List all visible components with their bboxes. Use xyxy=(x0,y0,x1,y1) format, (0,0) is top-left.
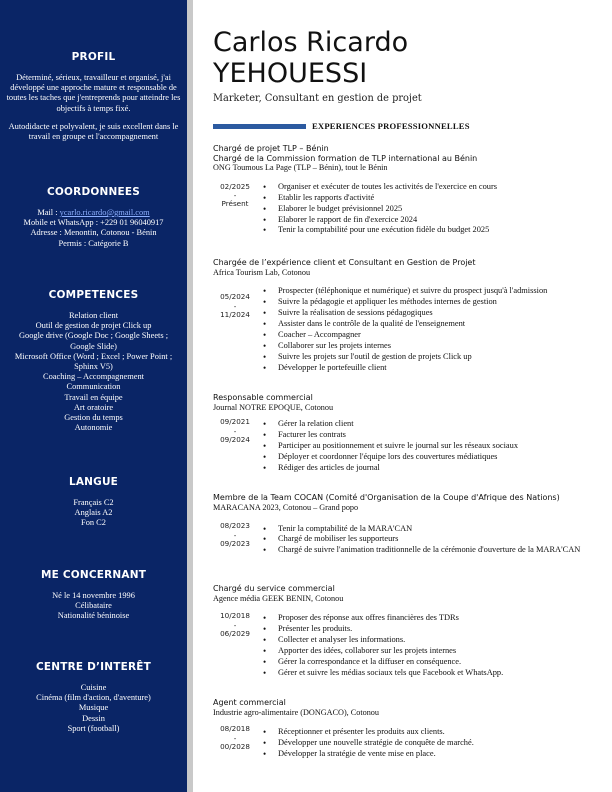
task-item: • Organiser et exécuter de toutes les activités de l'exercice en cours xyxy=(261,182,598,193)
task-item: • Collaborer sur les projets internes xyxy=(261,341,598,352)
sidebar xyxy=(0,0,193,792)
date-separator: - xyxy=(233,620,237,630)
address: Adresse : Menontin, Cotonou - Bénin xyxy=(30,228,157,238)
task-list xyxy=(261,182,598,237)
date-end: 11/2024 xyxy=(220,309,250,319)
date-start: 08/2023 xyxy=(220,521,250,531)
date-end: 09/2023 xyxy=(220,538,250,548)
job-title: Chargé du service commercial xyxy=(213,584,335,593)
task-item: • Rédiger des articles de journal xyxy=(261,463,598,474)
email-line xyxy=(6,208,181,218)
language-item: Français C2 xyxy=(73,498,114,507)
job-organization: MARACANA 2023, Cotonou – Grand popo xyxy=(213,502,359,512)
task-item: • Suivre les projets sur l'outil de gestion de projets Click up xyxy=(261,352,598,363)
last-name: YEHOUESSI xyxy=(213,58,368,89)
skill-item: Autonomie xyxy=(74,423,113,433)
job-title: Chargé de la Commission formation de TLP international au Bénin xyxy=(213,153,478,163)
skill-item: Gestion du temps xyxy=(64,413,123,423)
task-item: • Développer une nouvelle stratégie de conquête de marché. xyxy=(261,738,598,749)
profil-text-1: Déterminé, sérieux, travailleur et organisé, j'ai développé une approche mature et responsable de toutes les taches que j'entreprends pour atteindre les objectifs à temps fixé. xyxy=(6,73,181,113)
date-start: 08/2018 xyxy=(220,724,250,734)
skill-item: Coaching – Accompagnement xyxy=(43,372,144,382)
job-organization: ONG Toumous La Page (TLP – Bénin), tout le Bénin xyxy=(213,163,388,173)
concernant-title: ME CONCERNANT xyxy=(40,569,147,581)
date-end: Présent xyxy=(221,199,249,209)
date-start: 05/2024 xyxy=(220,292,250,302)
job-title: Membre de la Team COCAN (Comité d'Organisation de la Coupe d'Afrique des Nations) xyxy=(213,493,560,502)
task-list xyxy=(261,613,598,678)
task-item: • Collecter et analyser les informations. xyxy=(261,635,598,646)
task-item: • Proposer des réponse aux offres financières des TDRs xyxy=(261,613,598,624)
job-title: Agent commercial xyxy=(213,698,286,707)
date-start: 10/2018 xyxy=(220,611,250,621)
language-item: Anglais A2 xyxy=(74,508,113,518)
main-header xyxy=(213,0,605,104)
language-item: Fon C2 xyxy=(81,518,106,528)
task-item: • Suivre la pédagogie et appliquer les méthodes internes de gestion xyxy=(261,297,598,308)
skill-item: Google drive (Google Doc ; Google Sheets ; Google Slide) xyxy=(18,331,169,351)
task-item: • Suivre la réalisation de sessions pédagogiques xyxy=(261,308,598,319)
section-accent-bar xyxy=(213,124,306,129)
first-name: Carlos Ricardo xyxy=(213,27,409,58)
job-title: Chargé de projet TLP – Bénin xyxy=(213,144,329,153)
task-item: • Facturer les contrats xyxy=(261,430,598,441)
interet-section xyxy=(0,661,187,734)
skill-item: Relation client xyxy=(68,311,119,320)
interet-title: CENTRE D’INTERÊT xyxy=(35,661,152,673)
job-entry xyxy=(213,393,598,474)
task-item: • Développer le portefeuille client xyxy=(261,363,598,374)
interest-item: Dessin xyxy=(82,713,105,723)
date-start: 09/2021 xyxy=(220,417,250,427)
task-item: • Tenir la comptabilité de la MARA'CAN xyxy=(261,524,598,534)
profil-section xyxy=(0,51,187,146)
job-dates xyxy=(213,611,257,639)
interest-item: Musique xyxy=(78,703,109,713)
interest-item: Cinéma (film d'action, d'aventure) xyxy=(36,693,151,703)
job-entry xyxy=(213,698,598,760)
job-dates xyxy=(213,292,257,320)
job-entry xyxy=(213,493,598,555)
date-end: 00/2028 xyxy=(220,741,250,751)
email-link[interactable]: ycarlo.ricardo@gmail.com xyxy=(59,208,150,217)
task-item: • Assister dans le contrôle de la qualité de l'enseignement xyxy=(261,319,598,330)
task-item: • Chargé de mobiliser les supporteurs xyxy=(261,534,598,544)
personal-item: Célibataire xyxy=(75,601,112,611)
phone: Mobile et WhatsApp : +229 01 96040917 xyxy=(23,218,164,228)
task-list xyxy=(261,419,598,474)
skill-item: Travail en équipe xyxy=(64,392,123,402)
task-item: • Prospecter (téléphonique et numérique) et suivre du prospect jusqu'à l'admission xyxy=(261,286,598,297)
task-item: • Présenter les produits. xyxy=(261,624,598,635)
job-organization: Journal NOTRE EPOQUE, Cotonou xyxy=(213,402,334,412)
job-dates xyxy=(213,417,257,445)
task-list xyxy=(261,524,598,555)
job-title: Chargée de l’expérience client et Consultant en Gestion de Projet xyxy=(213,258,476,267)
concernant-section xyxy=(0,569,187,622)
job-dates xyxy=(213,182,257,210)
competences-section xyxy=(0,289,187,433)
task-item: • Participer au positionnement et suivre le journal sur les réseaux sociaux xyxy=(261,441,598,452)
task-list xyxy=(261,286,598,373)
task-item: • Chargé de suivre l'animation traditionnelle de la cérémonie d'ouverture de la MARA'CAN xyxy=(261,545,598,555)
profil-title: PROFIL xyxy=(71,51,116,63)
coordonnees-section xyxy=(0,186,187,249)
task-item: • Gérer la relation client xyxy=(261,419,598,430)
date-separator: - xyxy=(233,191,237,201)
date-separator: - xyxy=(233,301,237,311)
job-organization: Industrie agro-alimentaire (DONGACO), Cotonou xyxy=(213,707,379,717)
job-title: Responsable commercial xyxy=(213,393,313,402)
skill-item: Outil de gestion de projet Click up xyxy=(35,321,152,331)
task-item: • Déployer et coordonner l'équipe lors des couvertures médiatiques xyxy=(261,452,598,463)
job-organization: Africa Tourism Lab, Cotonou xyxy=(213,267,311,277)
driving-permit: Permis : Catégorie B xyxy=(58,238,129,248)
job-entry xyxy=(213,258,598,373)
job-entry xyxy=(213,144,598,236)
interest-item: Sport (football) xyxy=(67,723,120,733)
email-label: Mail : xyxy=(37,208,60,217)
experience-title: EXPERIENCES PROFESSIONNELLES xyxy=(312,121,470,131)
job-subtitle: Marketer, Consultant en gestion de projet xyxy=(213,93,422,104)
job-organization: Agence média GEEK BENIN, Cotonou xyxy=(213,593,344,603)
langue-section xyxy=(0,476,187,529)
task-item: • Tenir la comptabilité pour une exécution fidèle du budget 2025 xyxy=(261,225,598,236)
date-separator: - xyxy=(233,530,237,540)
date-start: 02/2025 xyxy=(220,181,250,191)
task-item: • Coacher – Accompagner xyxy=(261,330,598,341)
task-item: • Gérer et suivre les médias sociaux tels que Facebook et WhatsApp. xyxy=(261,668,598,679)
personal-item: Nationalité béninoise xyxy=(57,611,130,621)
coordonnees-title: COORDONNEES xyxy=(47,186,140,198)
task-item: • Elaborer le budget prévisionnel 2025 xyxy=(261,204,598,215)
skill-item: Communication xyxy=(66,382,121,392)
task-item: • Elaborer le rapport de fin d'exercice 2024 xyxy=(261,215,598,226)
job-entry xyxy=(213,584,598,679)
task-list xyxy=(261,727,598,760)
profil-text-2: Autodidacte et polyvalent, je suis excellent dans le travail en groupe et l'accompagnement xyxy=(8,121,179,142)
date-separator: - xyxy=(233,426,237,436)
job-dates xyxy=(213,521,257,549)
interest-item: Cuisine xyxy=(80,683,107,692)
langue-title: LANGUE xyxy=(68,476,119,488)
task-item: • Réceptionner et présenter les produits aux clients. xyxy=(261,727,598,738)
date-end: 06/2029 xyxy=(220,628,250,638)
task-item: • Gérer la correspondance et la diffuser en conséquence. xyxy=(261,657,598,668)
personal-item: Né le 14 novembre 1996 xyxy=(52,591,135,600)
task-item: • Développer la stratégie de vente mise en place. xyxy=(261,749,598,760)
task-item: • Apporter des idées, collaborer sur les projets internes xyxy=(261,646,598,657)
skill-item: Microsoft Office (Word ; Excel ; Power Point ; Sphinx V5) xyxy=(14,351,173,372)
date-separator: - xyxy=(233,733,237,743)
date-end: 09/2024 xyxy=(220,434,250,444)
competences-title: COMPETENCES xyxy=(48,289,139,301)
job-dates xyxy=(213,724,257,752)
skill-item: Art oratoire xyxy=(73,402,114,412)
task-item: • Etablir les rapports d'activité xyxy=(261,193,598,204)
